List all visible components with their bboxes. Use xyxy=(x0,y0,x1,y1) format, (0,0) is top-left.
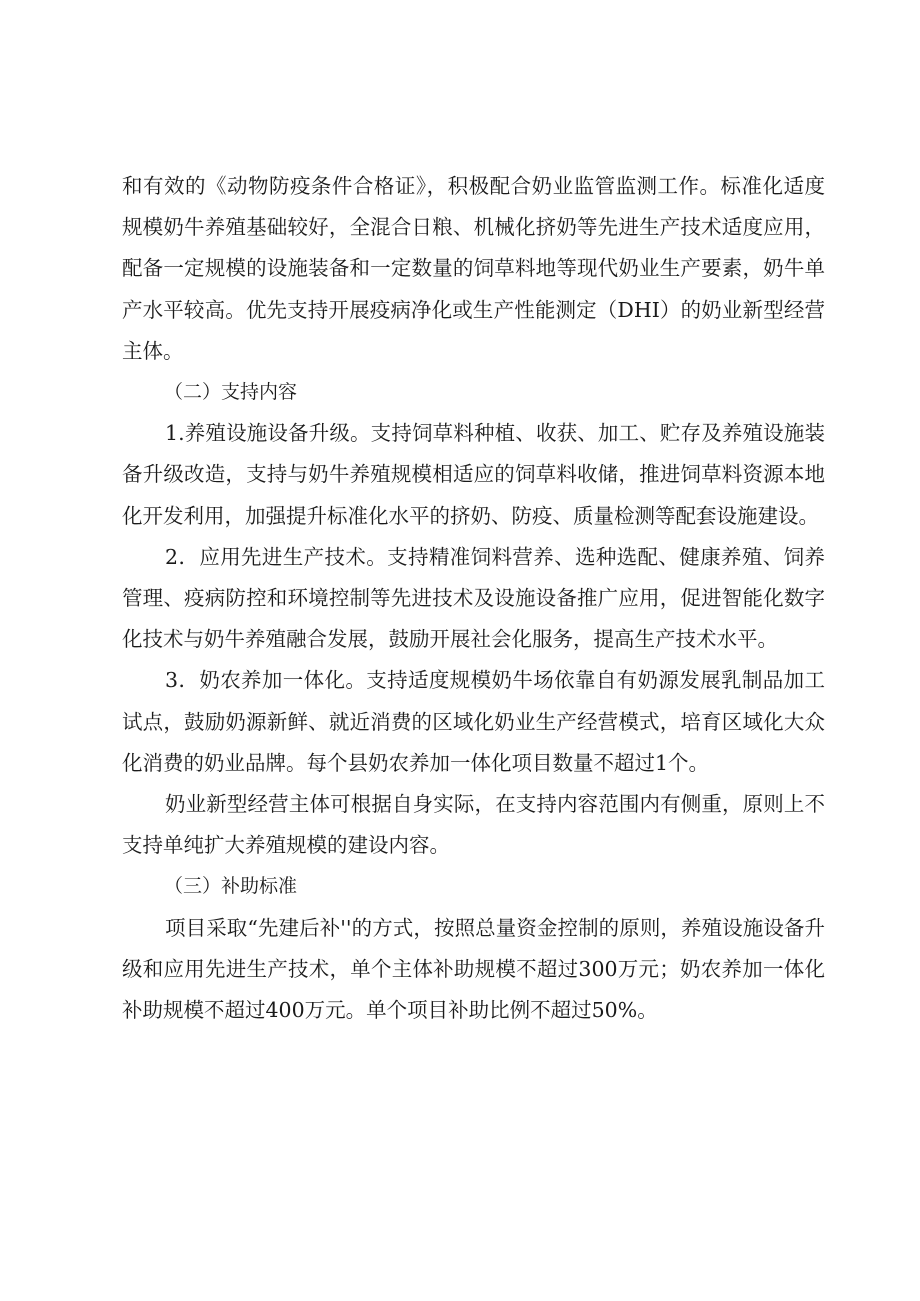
paragraph-facility-upgrade: 1.养殖设施设备升级。支持饲草料种植、收获、加工、贮存及养殖设施装备升级改造，支持与奶牛养殖规模相适应的饲草料收储，推进饲草料资源本地化开发利用，加强提升标准化水平的挤奶、防疫、质量检测等配套设施建设。 xyxy=(122,421,825,528)
section-heading-subsidy-standard: （三）补助标准 xyxy=(164,875,298,898)
document-body xyxy=(122,166,825,1031)
paragraph-advanced-technology: 2．应用先进生产技术。支持精准饲料营养、选种选配、健康养殖、饲养管理、疫病防控和环境控制等先进技术及设施设备推广应用，促进智能化数字化技术与奶牛养殖融合发展，鼓励开展社会化服务，提高生产技术水平。 xyxy=(122,544,825,652)
paragraph-eligibility-continued: 和有效的《动物防疫条件合格证》，积极配合奶业监管监测工作。标准化适度规模奶牛养殖基础较好，全混合日粮、机械化挤奶等先进生产技术适度应用，配备一定规模的设施装备和一定数量的饲草料地等现代奶业生产要素，奶牛单产水平较高。优先支持开展疫病净化或生产性能测定（DHI）的奶业新型经营主体。 xyxy=(122,174,825,363)
paragraph-subsidy-rules: 项目采取“先建后补''的方式，按照总量资金控制的原则，养殖设施设备升级和应用先进生产技术，单个主体补助规模不超过300万元；奶农养加一体化补助规模不超过400万元。单个项目补助比例不超过50%。 xyxy=(122,915,825,1023)
paragraph-integration: 3．奶农养加一体化。支持适度规模奶牛场依靠自有奶源发展乳制品加工试点，鼓励奶源新鲜、就近消费的区域化奶业生产经营模式，培育区域化大众化消费的奶业品牌。每个县奶农养加一体化项目数量不超过1个。 xyxy=(122,668,825,775)
paragraph-focus-note: 奶业新型经营主体可根据自身实际，在支持内容范围内有侧重，原则上不支持单纯扩大养殖规模的建设内容。 xyxy=(122,792,825,858)
section-heading-support-content: （二）支持内容 xyxy=(164,381,298,404)
